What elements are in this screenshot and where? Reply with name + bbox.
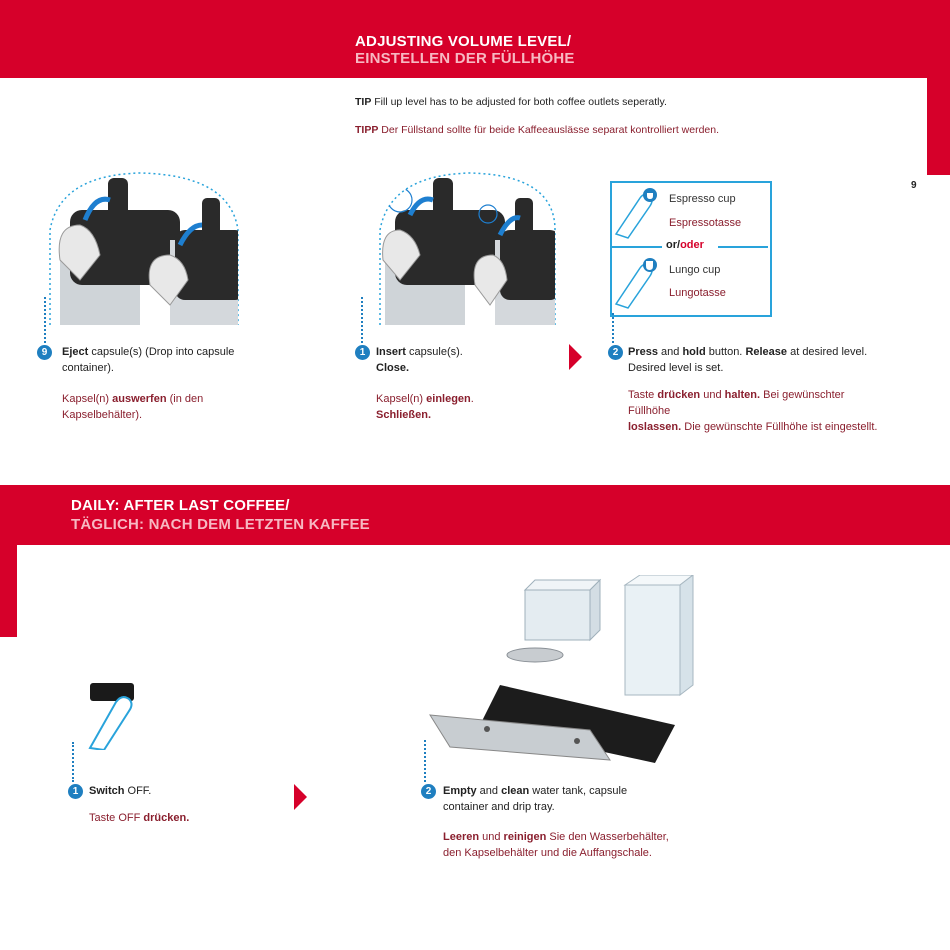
release-bold: Release	[745, 346, 788, 358]
press-de2: und	[700, 389, 725, 401]
step-arrow-top	[569, 344, 582, 370]
lungotasse-label: Lungotasse	[669, 287, 726, 299]
clean-bold: clean	[501, 785, 530, 797]
eject-bold: Eject	[62, 346, 89, 358]
empty-instruction-de	[443, 829, 723, 861]
empty-de-line2: den Kapselbehälter und die Auffangschale.	[443, 847, 652, 859]
tip-text: Fill up level has to be adjusted for both coffee outlets seperatly.	[374, 96, 667, 108]
bottom-header-left-drop	[0, 545, 17, 637]
switch-instruction-de	[89, 810, 189, 826]
press-de1: Taste	[628, 389, 658, 401]
insert-instruction-de	[376, 391, 526, 423]
daily-heading-en: DAILY: AFTER LAST COFFEE/	[71, 497, 290, 514]
insert-de-bold: einlegen	[426, 393, 471, 405]
press-de-b2: halten.	[724, 389, 761, 401]
switch-text: OFF.	[124, 785, 152, 797]
switch-de-bold: drücken.	[143, 812, 190, 824]
insert-bold: Insert	[376, 346, 406, 358]
reinigen-bold: reinigen	[503, 831, 547, 843]
step-number-insert: 1	[355, 345, 370, 360]
or-label: or/	[666, 239, 681, 251]
insert-illustration	[355, 170, 560, 330]
bottom-header-band	[0, 485, 950, 545]
top-header-left-fill	[0, 0, 318, 78]
switch-off-illustration	[82, 680, 142, 750]
press-instruction-en	[628, 344, 888, 376]
daily-heading-de: TÄGLICH: NACH DEM LETZTEN KAFFEE	[71, 516, 370, 533]
leader-eject	[44, 297, 46, 343]
callout-divider-right	[718, 246, 768, 248]
lungo-finger-icon	[614, 254, 664, 309]
step-number-press: 2	[608, 345, 623, 360]
close-bold: Close.	[376, 362, 410, 374]
empty-de1: und	[479, 831, 504, 843]
eject-de-bold: auswerfen	[112, 393, 167, 405]
press-t2: button.	[705, 346, 746, 358]
eject-instruction-en	[62, 344, 242, 376]
insert-de-bold2: Schließen.	[376, 409, 432, 421]
tip-line	[355, 94, 667, 110]
empty-t2: water tank, capsule	[529, 785, 628, 797]
leader-empty	[424, 740, 426, 782]
section-heading-de: EINSTELLEN DER FÜLLHÖHE	[355, 50, 575, 67]
press-instruction-de	[628, 387, 888, 435]
eject-instruction-de	[62, 391, 242, 423]
leader-switch	[72, 742, 74, 782]
espressotasse-label: Espressotasse	[669, 217, 742, 229]
tip-label: TIP	[355, 96, 372, 108]
step-arrow-bottom	[294, 784, 307, 810]
eject-de-text3: Kapselbehälter).	[62, 409, 143, 421]
leader-insert	[361, 297, 363, 343]
or-oder-label	[666, 239, 704, 251]
section-heading-en: ADJUSTING VOLUME LEVEL/	[355, 33, 572, 50]
tipp-line	[355, 122, 719, 138]
eject-text2: container).	[62, 362, 114, 374]
press-de3: Bei gewünschter Füllhöhe	[628, 389, 845, 417]
step-number-switch: 1	[68, 784, 83, 799]
machine-parts-illustration	[425, 575, 695, 765]
page-number: 9	[911, 180, 917, 191]
press-t3: at desired level.	[787, 346, 868, 358]
eject-illustration	[40, 170, 245, 330]
press-line2: Desired level is set.	[628, 362, 724, 374]
leader-press	[612, 313, 614, 343]
lungo-cup-label: Lungo cup	[669, 264, 721, 276]
oder-label: oder	[680, 239, 704, 251]
switch-bold: Switch	[89, 785, 125, 797]
insert-text: capsule(s).	[405, 346, 463, 358]
switch-de-text: Taste OFF	[89, 812, 144, 824]
empty-t1: and	[476, 785, 502, 797]
tipp-text: Der Füllstand sollte für beide Kaffeeauslässe separat kontrolliert werden.	[381, 124, 720, 136]
eject-text1: capsule(s) (Drop into capsule	[88, 346, 235, 358]
press-de4: Die gewünschte Füllhöhe ist eingestellt.	[681, 421, 878, 433]
press-de-b1: drücken	[657, 389, 701, 401]
step-number-empty: 2	[421, 784, 436, 799]
empty-bold: Empty	[443, 785, 477, 797]
espresso-finger-icon	[614, 184, 664, 239]
press-bold: Press	[628, 346, 658, 358]
insert-de-text1: Kapsel(n)	[376, 393, 427, 405]
empty-instruction-en	[443, 783, 703, 815]
empty-de2: Sie den Wasserbehälter,	[546, 831, 669, 843]
eject-de-text1: Kapsel(n)	[62, 393, 113, 405]
insert-instruction-en	[376, 344, 526, 376]
empty-line2: container and drip tray.	[443, 801, 555, 813]
press-t1: and	[657, 346, 683, 358]
leeren-bold: Leeren	[443, 831, 480, 843]
press-de-b3: loslassen.	[628, 421, 682, 433]
hold-bold: hold	[682, 346, 706, 358]
switch-instruction-en	[89, 783, 151, 799]
tipp-label: TIPP	[355, 124, 379, 136]
insert-de-text2: .	[470, 393, 474, 405]
callout-divider-left	[612, 246, 662, 248]
step-number-eject: 9	[37, 345, 52, 360]
eject-de-text2: (in den	[166, 393, 204, 405]
espresso-cup-label: Espresso cup	[669, 193, 736, 205]
